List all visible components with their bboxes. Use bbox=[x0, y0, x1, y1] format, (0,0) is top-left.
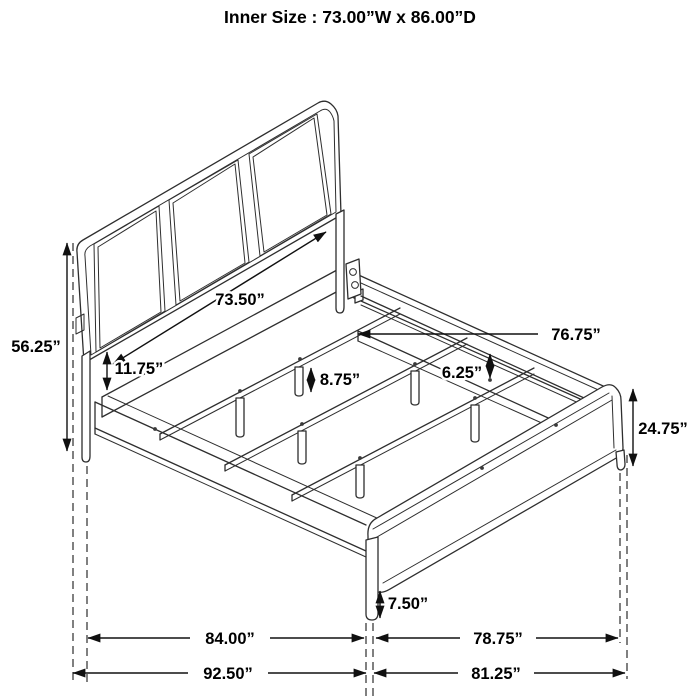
footboard-left-leg bbox=[366, 537, 378, 620]
headboard-left-leg bbox=[82, 351, 90, 462]
dim-label-headboard-height: 56.25” bbox=[11, 338, 61, 356]
headboard-right-leg bbox=[336, 210, 344, 313]
dim-label-headboard-width: 73.50” bbox=[215, 291, 265, 309]
footboard bbox=[366, 385, 625, 620]
dim-label-side-rail-span: 84.00” bbox=[205, 630, 255, 648]
dim-label-footboard-height: 24.75” bbox=[638, 420, 688, 438]
dim-label-footboard-overall: 81.25” bbox=[471, 665, 521, 683]
dim-label-rail-gap: 6.25” bbox=[441, 364, 483, 382]
dim-label-footboard-leg: 7.50” bbox=[387, 595, 429, 613]
footboard-right-leg bbox=[616, 450, 625, 470]
dim-label-center-rail: 76.75” bbox=[551, 326, 601, 344]
dim-label-footboard-span: 78.75” bbox=[473, 630, 523, 648]
dim-label-slat-leg: 8.75” bbox=[319, 371, 361, 389]
dim-label-overall-depth: 92.50” bbox=[203, 665, 253, 683]
diagram-title: Inner Size : 73.00”W x 86.00”D bbox=[224, 7, 476, 27]
rail-bracket bbox=[346, 259, 361, 299]
dim-label-clearance: 11.75” bbox=[114, 360, 164, 378]
